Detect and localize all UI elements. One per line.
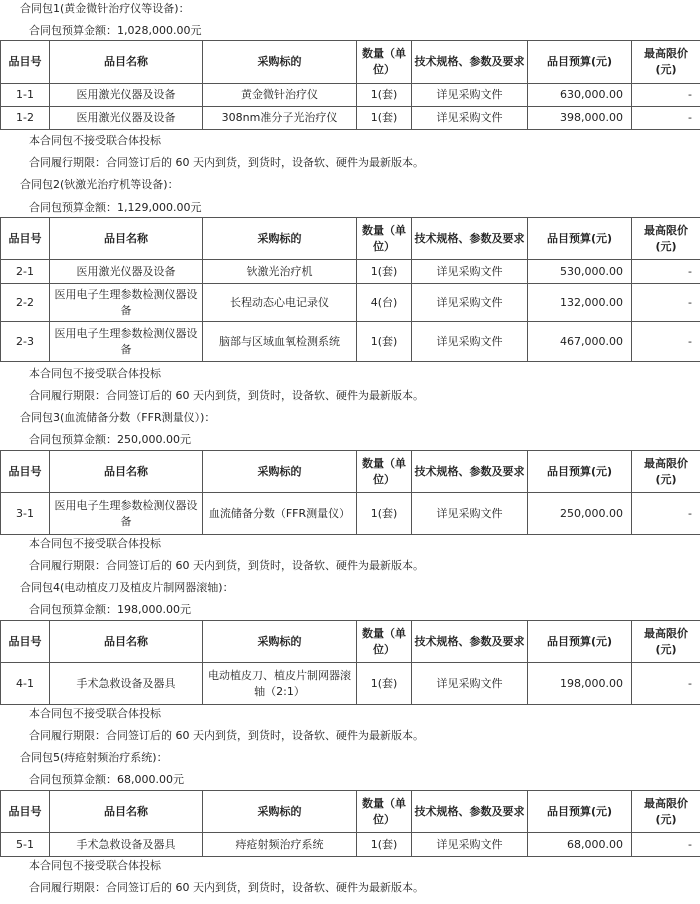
header-budget: 品目预算(元) bbox=[528, 791, 632, 833]
package-budget: 合同包预算金额：250,000.00元 bbox=[29, 433, 191, 446]
cell-budget: 398,000.00 bbox=[528, 107, 632, 130]
items-table bbox=[0, 40, 700, 130]
delivery-term: 合同履行期限：合同签订后的 60 天内到货，到货时，设备软、硬件为最新版本。 bbox=[29, 881, 424, 894]
header-no: 品目号 bbox=[1, 621, 50, 663]
header-target: 采购标的 bbox=[203, 218, 357, 260]
header-target: 采购标的 bbox=[203, 451, 357, 493]
delivery-term: 合同履行期限：合同签订后的 60 天内到货，到货时，设备软、硬件为最新版本。 bbox=[29, 559, 424, 572]
items-table bbox=[0, 450, 700, 535]
cell-spec: 详见采购文件 bbox=[412, 493, 528, 535]
cell-target: 脑部与区域血氧检测系统 bbox=[203, 322, 357, 362]
package-budget: 合同包预算金额：1,028,000.00元 bbox=[29, 24, 202, 37]
header-qty: 数量（单位） bbox=[357, 791, 412, 833]
cell-max: - bbox=[632, 84, 700, 107]
cell-target: 痔疮射频治疗系统 bbox=[203, 833, 357, 857]
cell-max: - bbox=[632, 107, 700, 130]
table-row bbox=[1, 260, 700, 284]
cell-name: 医用电子生理参数检测仪器设备 bbox=[50, 322, 203, 362]
cell-max: - bbox=[632, 493, 700, 535]
cell-target: 钬激光治疗机 bbox=[203, 260, 357, 284]
cell-name: 手术急救设备及器具 bbox=[50, 663, 203, 705]
cell-no: 2-1 bbox=[1, 260, 50, 284]
table-row bbox=[1, 322, 700, 362]
cell-spec: 详见采购文件 bbox=[412, 663, 528, 705]
header-no: 品目号 bbox=[1, 791, 50, 833]
cell-budget: 250,000.00 bbox=[528, 493, 632, 535]
header-name: 品目名称 bbox=[50, 451, 203, 493]
cell-qty: 1(套) bbox=[357, 322, 412, 362]
header-target: 采购标的 bbox=[203, 621, 357, 663]
no-union-note: 本合同包不接受联合体投标 bbox=[29, 707, 161, 720]
package-budget: 合同包预算金额：1,129,000.00元 bbox=[29, 201, 202, 214]
items-table bbox=[0, 217, 700, 362]
cell-target: 血流储备分数（FFR测量仪） bbox=[203, 493, 357, 535]
header-budget: 品目预算(元) bbox=[528, 218, 632, 260]
delivery-term: 合同履行期限：合同签订后的 60 天内到货，到货时，设备软、硬件为最新版本。 bbox=[29, 729, 424, 742]
package-budget: 合同包预算金额：68,000.00元 bbox=[29, 773, 184, 786]
cell-budget: 530,000.00 bbox=[528, 260, 632, 284]
header-name: 品目名称 bbox=[50, 621, 203, 663]
cell-max: - bbox=[632, 833, 700, 857]
cell-max: - bbox=[632, 260, 700, 284]
header-name: 品目名称 bbox=[50, 791, 203, 833]
table-row bbox=[1, 284, 700, 322]
no-union-note: 本合同包不接受联合体投标 bbox=[29, 859, 161, 872]
cell-no: 1-2 bbox=[1, 107, 50, 130]
header-qty: 数量（单位） bbox=[357, 451, 412, 493]
no-union-note: 本合同包不接受联合体投标 bbox=[29, 537, 161, 550]
delivery-term: 合同履行期限：合同签订后的 60 天内到货，到货时，设备软、硬件为最新版本。 bbox=[29, 156, 424, 169]
package-title: 合同包3(血流储备分数（FFR测量仪）)： bbox=[20, 411, 216, 424]
cell-no: 2-2 bbox=[1, 284, 50, 322]
header-no: 品目号 bbox=[1, 218, 50, 260]
header-name: 品目名称 bbox=[50, 41, 203, 84]
package-title: 合同包1(黄金微针治疗仪等设备)： bbox=[20, 2, 190, 15]
cell-spec: 详见采购文件 bbox=[412, 260, 528, 284]
cell-name: 医用电子生理参数检测仪器设备 bbox=[50, 493, 203, 535]
header-qty: 数量（单位） bbox=[357, 41, 412, 84]
cell-spec: 详见采购文件 bbox=[412, 833, 528, 857]
cell-max: - bbox=[632, 322, 700, 362]
header-max: 最高限价(元) bbox=[632, 451, 700, 493]
cell-max: - bbox=[632, 663, 700, 705]
cell-qty: 1(套) bbox=[357, 663, 412, 705]
cell-no: 4-1 bbox=[1, 663, 50, 705]
items-table bbox=[0, 620, 700, 705]
cell-target: 308nm准分子光治疗仪 bbox=[203, 107, 357, 130]
table-header-row bbox=[1, 791, 700, 833]
table-header-row bbox=[1, 451, 700, 493]
cell-spec: 详见采购文件 bbox=[412, 107, 528, 130]
header-spec: 技术规格、参数及要求 bbox=[412, 621, 528, 663]
package-title: 合同包5(痔疮射频治疗系统)： bbox=[20, 751, 168, 764]
table-header-row bbox=[1, 218, 700, 260]
header-spec: 技术规格、参数及要求 bbox=[412, 451, 528, 493]
cell-target: 长程动态心电记录仪 bbox=[203, 284, 357, 322]
header-name: 品目名称 bbox=[50, 218, 203, 260]
header-target: 采购标的 bbox=[203, 41, 357, 84]
cell-name: 医用激光仪器及设备 bbox=[50, 260, 203, 284]
header-max: 最高限价(元) bbox=[632, 621, 700, 663]
cell-qty: 1(套) bbox=[357, 84, 412, 107]
table-row bbox=[1, 663, 700, 705]
cell-budget: 132,000.00 bbox=[528, 284, 632, 322]
cell-name: 医用激光仪器及设备 bbox=[50, 84, 203, 107]
cell-qty: 1(套) bbox=[357, 107, 412, 130]
package-budget: 合同包预算金额：198,000.00元 bbox=[29, 603, 191, 616]
cell-no: 1-1 bbox=[1, 84, 50, 107]
cell-spec: 详见采购文件 bbox=[412, 284, 528, 322]
header-no: 品目号 bbox=[1, 41, 50, 84]
cell-budget: 467,000.00 bbox=[528, 322, 632, 362]
cell-target: 黄金微针治疗仪 bbox=[203, 84, 357, 107]
header-qty: 数量（单位） bbox=[357, 218, 412, 260]
cell-qty: 4(台) bbox=[357, 284, 412, 322]
cell-budget: 630,000.00 bbox=[528, 84, 632, 107]
cell-no: 2-3 bbox=[1, 322, 50, 362]
header-max: 最高限价(元) bbox=[632, 41, 700, 84]
cell-target: 电动植皮刀、植皮片制网器滚轴（2:1） bbox=[203, 663, 357, 705]
header-budget: 品目预算(元) bbox=[528, 451, 632, 493]
cell-name: 医用电子生理参数检测仪器设备 bbox=[50, 284, 203, 322]
items-table bbox=[0, 790, 700, 857]
header-budget: 品目预算(元) bbox=[528, 41, 632, 84]
cell-max: - bbox=[632, 284, 700, 322]
cell-qty: 1(套) bbox=[357, 260, 412, 284]
cell-no: 5-1 bbox=[1, 833, 50, 857]
header-spec: 技术规格、参数及要求 bbox=[412, 218, 528, 260]
cell-name: 手术急救设备及器具 bbox=[50, 833, 203, 857]
table-row bbox=[1, 107, 700, 130]
package-title: 合同包4(电动植皮刀及植皮片制网器滚轴)： bbox=[20, 581, 234, 594]
header-max: 最高限价(元) bbox=[632, 218, 700, 260]
no-union-note: 本合同包不接受联合体投标 bbox=[29, 134, 161, 147]
header-no: 品目号 bbox=[1, 451, 50, 493]
table-row bbox=[1, 493, 700, 535]
cell-qty: 1(套) bbox=[357, 833, 412, 857]
table-row bbox=[1, 84, 700, 107]
cell-budget: 198,000.00 bbox=[528, 663, 632, 705]
cell-spec: 详见采购文件 bbox=[412, 322, 528, 362]
header-max: 最高限价(元) bbox=[632, 791, 700, 833]
header-target: 采购标的 bbox=[203, 791, 357, 833]
cell-no: 3-1 bbox=[1, 493, 50, 535]
table-header-row bbox=[1, 621, 700, 663]
header-qty: 数量（单位） bbox=[357, 621, 412, 663]
table-header-row bbox=[1, 41, 700, 84]
package-title: 合同包2(钬激光治疗机等设备)： bbox=[20, 178, 179, 191]
cell-qty: 1(套) bbox=[357, 493, 412, 535]
header-budget: 品目预算(元) bbox=[528, 621, 632, 663]
cell-budget: 68,000.00 bbox=[528, 833, 632, 857]
header-spec: 技术规格、参数及要求 bbox=[412, 791, 528, 833]
delivery-term: 合同履行期限：合同签订后的 60 天内到货，到货时，设备软、硬件为最新版本。 bbox=[29, 389, 424, 402]
no-union-note: 本合同包不接受联合体投标 bbox=[29, 367, 161, 380]
header-spec: 技术规格、参数及要求 bbox=[412, 41, 528, 84]
table-row bbox=[1, 833, 700, 857]
cell-name: 医用激光仪器及设备 bbox=[50, 107, 203, 130]
cell-spec: 详见采购文件 bbox=[412, 84, 528, 107]
